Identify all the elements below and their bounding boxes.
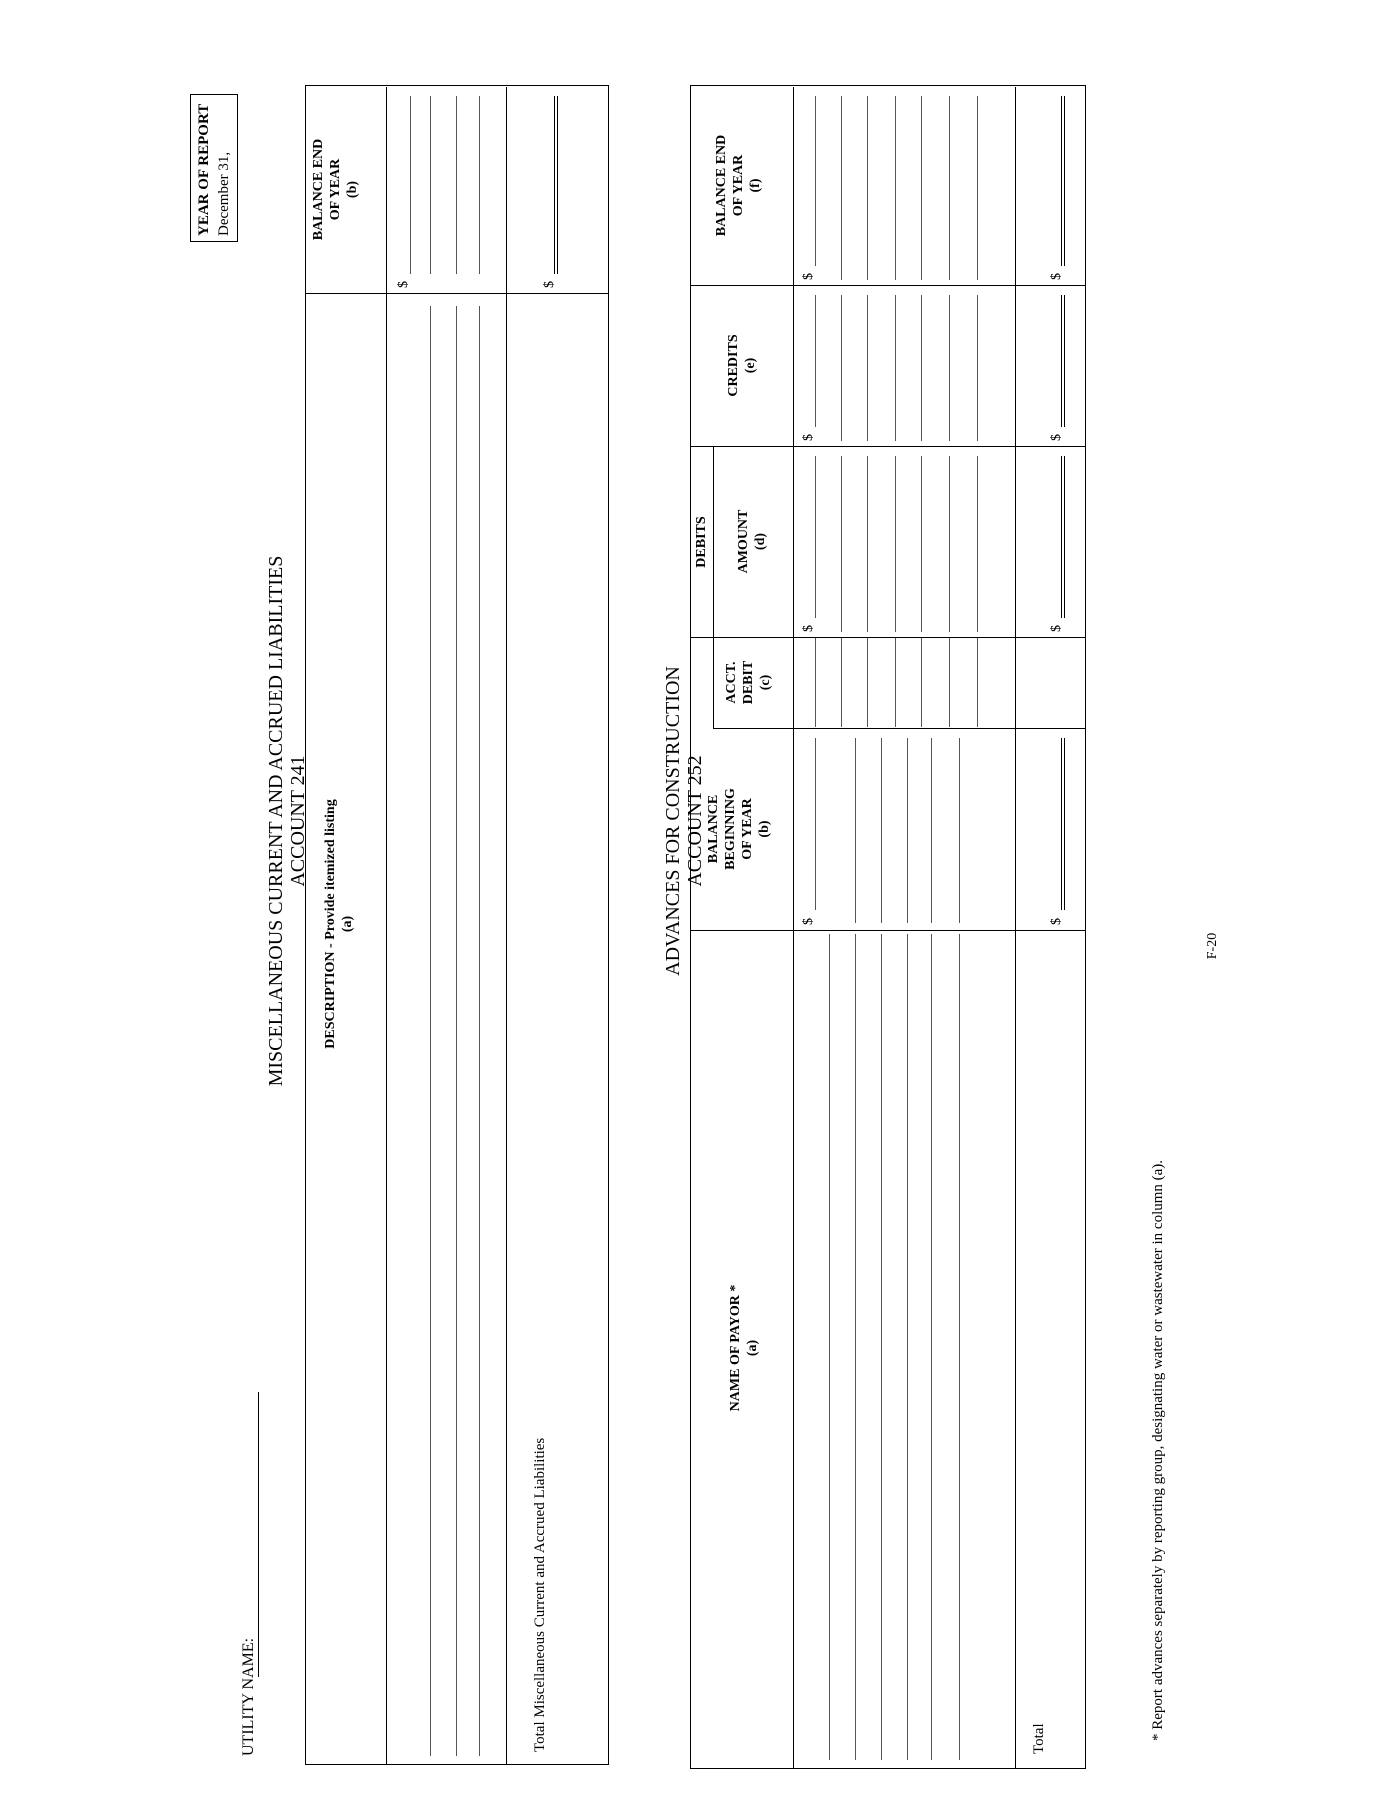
section1-balance-field[interactable] bbox=[479, 96, 480, 274]
section2-payor-line[interactable] bbox=[931, 934, 932, 1760]
section2-col-b-field[interactable] bbox=[855, 738, 856, 923]
section2-col-b-field[interactable] bbox=[931, 738, 932, 923]
section2-col-c-field[interactable] bbox=[921, 638, 922, 727]
section2-col-f-field[interactable] bbox=[895, 96, 896, 280]
section2-col-d-field[interactable] bbox=[977, 456, 978, 632]
section2-col-d-field[interactable] bbox=[895, 456, 896, 632]
section2-col-e-line1: CREDITS bbox=[726, 334, 741, 397]
section2-col-f-field[interactable] bbox=[921, 96, 922, 280]
section2-payor-line[interactable] bbox=[881, 934, 882, 1760]
section2-total-e-dollar: $ bbox=[1049, 434, 1064, 441]
section2-col-a-header bbox=[727, 1228, 761, 1468]
section2-total-f-field[interactable] bbox=[1061, 96, 1065, 266]
section2-col-e-letter: (e) bbox=[743, 357, 758, 374]
section2-col-d-dollar-sign: $ bbox=[801, 625, 816, 632]
section2-col-b-field[interactable] bbox=[881, 738, 882, 923]
section2-payor-line[interactable] bbox=[855, 934, 856, 1760]
section1-total-field[interactable] bbox=[554, 96, 558, 274]
section2-payor-line[interactable] bbox=[907, 934, 908, 1760]
footnote: * Report advances separately by reporting group, designating water or wastewater in column (a). bbox=[1150, 1159, 1166, 1741]
section2-col-c-line1: ACCT. bbox=[724, 661, 739, 704]
section1-col-b-line2: OF YEAR bbox=[328, 158, 343, 221]
section1-total-dollar-sign: $ bbox=[542, 281, 557, 288]
section2-col-c-field[interactable] bbox=[815, 638, 816, 727]
utility-name-field[interactable] bbox=[258, 1392, 259, 1677]
section2-total-b-dollar: $ bbox=[1049, 918, 1064, 925]
section2-col-f-dollar-sign: $ bbox=[801, 273, 816, 280]
section2-col-a-letter: (a) bbox=[745, 1339, 760, 1357]
section2-col-d-header bbox=[735, 447, 769, 636]
section2-col-c-field[interactable] bbox=[977, 638, 978, 727]
section2-col-a-label: NAME OF PAYOR * bbox=[728, 1284, 743, 1412]
section1-table bbox=[305, 85, 609, 1765]
section2-col-e-field[interactable] bbox=[867, 295, 868, 441]
section2-table bbox=[690, 85, 1086, 1769]
section2-col-f-field[interactable] bbox=[977, 96, 978, 280]
section2-col-f-field[interactable] bbox=[949, 96, 950, 280]
section2-col-b-line3: OF YEAR bbox=[740, 798, 755, 860]
section2-total-d-field[interactable] bbox=[1061, 456, 1065, 618]
section2-col-b-letter: (b) bbox=[757, 820, 772, 838]
section2-col-f-line1: BALANCE END bbox=[714, 134, 729, 237]
year-of-report-box bbox=[190, 94, 238, 242]
section2-total-e-field[interactable] bbox=[1061, 295, 1065, 427]
section1-balance-field[interactable] bbox=[410, 96, 411, 274]
section2-col-c-field[interactable] bbox=[895, 638, 896, 727]
year-of-report-title: YEAR OF REPORT bbox=[196, 103, 212, 236]
section2-col-e-field[interactable] bbox=[815, 295, 816, 427]
section1-line-item[interactable] bbox=[456, 306, 457, 1756]
section1-col-b-letter: (b) bbox=[345, 180, 360, 199]
section1-title-block bbox=[265, 541, 309, 1101]
section2-total-b-field[interactable] bbox=[1061, 738, 1065, 910]
section2-col-f-field[interactable] bbox=[841, 96, 842, 280]
section1-col-b-line1: BALANCE END bbox=[311, 138, 326, 241]
section2-col-d-field[interactable] bbox=[867, 456, 868, 632]
section2-col-b-line2: BEGINNING bbox=[723, 788, 738, 870]
section2-col-f-field[interactable] bbox=[867, 96, 868, 280]
section2-payor-line[interactable] bbox=[829, 934, 830, 1760]
section2-col-e-dollar-sign: $ bbox=[801, 434, 816, 441]
section2-debits-label: DEBITS bbox=[694, 516, 709, 568]
section2-col-c-letter: (c) bbox=[758, 674, 773, 691]
section2-col-c-field[interactable] bbox=[867, 638, 868, 727]
section2-col-d-field[interactable] bbox=[841, 456, 842, 632]
section2-col-c-field[interactable] bbox=[949, 638, 950, 727]
section1-line-item[interactable] bbox=[430, 306, 431, 1756]
section2-col-f-header bbox=[713, 87, 764, 284]
section2-col-c-field[interactable] bbox=[841, 638, 842, 727]
section2-payor-line[interactable] bbox=[959, 934, 960, 1760]
section2-col-d-field[interactable] bbox=[815, 456, 816, 618]
utility-name-label: UTILITY NAME: bbox=[240, 1637, 257, 1756]
section2-title: ADVANCES FOR CONSTRUCTION bbox=[662, 666, 684, 976]
section2-col-e-header bbox=[725, 286, 759, 445]
section2-col-f-letter: (f) bbox=[748, 178, 763, 193]
section1-col-a-letter: (a) bbox=[340, 915, 355, 933]
section2-col-d-field[interactable] bbox=[949, 456, 950, 632]
section1-line-item[interactable] bbox=[479, 306, 480, 1756]
year-of-report-date: December 31, bbox=[216, 151, 232, 236]
section2-col-b-header bbox=[705, 729, 773, 929]
page-number: F-20 bbox=[1205, 932, 1220, 960]
section2-col-b-dollar-sign: $ bbox=[801, 918, 816, 925]
section1-balance-field[interactable] bbox=[430, 96, 431, 274]
section1-dollar-sign: $ bbox=[396, 281, 411, 288]
section1-col-b-header bbox=[310, 87, 361, 292]
section2-col-c-header bbox=[723, 638, 774, 727]
section2-total-label: Total bbox=[1031, 1723, 1047, 1754]
section2-total-d-dollar: $ bbox=[1049, 625, 1064, 632]
section2-col-b-line1: BALANCE bbox=[706, 794, 721, 864]
section2-col-e-field[interactable] bbox=[895, 295, 896, 441]
section1-title: MISCELLANEOUS CURRENT AND ACCRUED LIABILITIES bbox=[265, 555, 287, 1087]
section2-col-b-field[interactable] bbox=[815, 738, 816, 910]
section2-col-d-field[interactable] bbox=[921, 456, 922, 632]
section2-col-d-letter: (d) bbox=[753, 532, 768, 551]
section1-total-label: Total Miscellaneous Current and Accrued Liabilities bbox=[532, 1437, 548, 1752]
section2-col-d-line1: AMOUNT bbox=[736, 509, 751, 574]
section1-balance-field[interactable] bbox=[456, 96, 457, 274]
section2-col-e-field[interactable] bbox=[977, 295, 978, 441]
section2-total-f-dollar: $ bbox=[1049, 273, 1064, 280]
section2-col-b-field[interactable] bbox=[959, 738, 960, 923]
section1-col-a-label: DESCRIPTION - Provide itemized listing bbox=[323, 799, 338, 1049]
section1-account: ACCOUNT 241 bbox=[287, 755, 309, 887]
section2-account: ACCOUNT 252 bbox=[684, 755, 706, 887]
section1-col-a-header bbox=[322, 644, 356, 1204]
section2-col-e-field[interactable] bbox=[921, 295, 922, 441]
section2-col-e-field[interactable] bbox=[949, 295, 950, 441]
section2-col-e-field[interactable] bbox=[841, 295, 842, 441]
section2-col-f-field[interactable] bbox=[815, 96, 816, 266]
section2-col-f-line2: OF YEAR bbox=[731, 154, 746, 217]
section2-col-b-field[interactable] bbox=[907, 738, 908, 923]
section2-col-c-line2: DEBIT bbox=[741, 660, 756, 705]
